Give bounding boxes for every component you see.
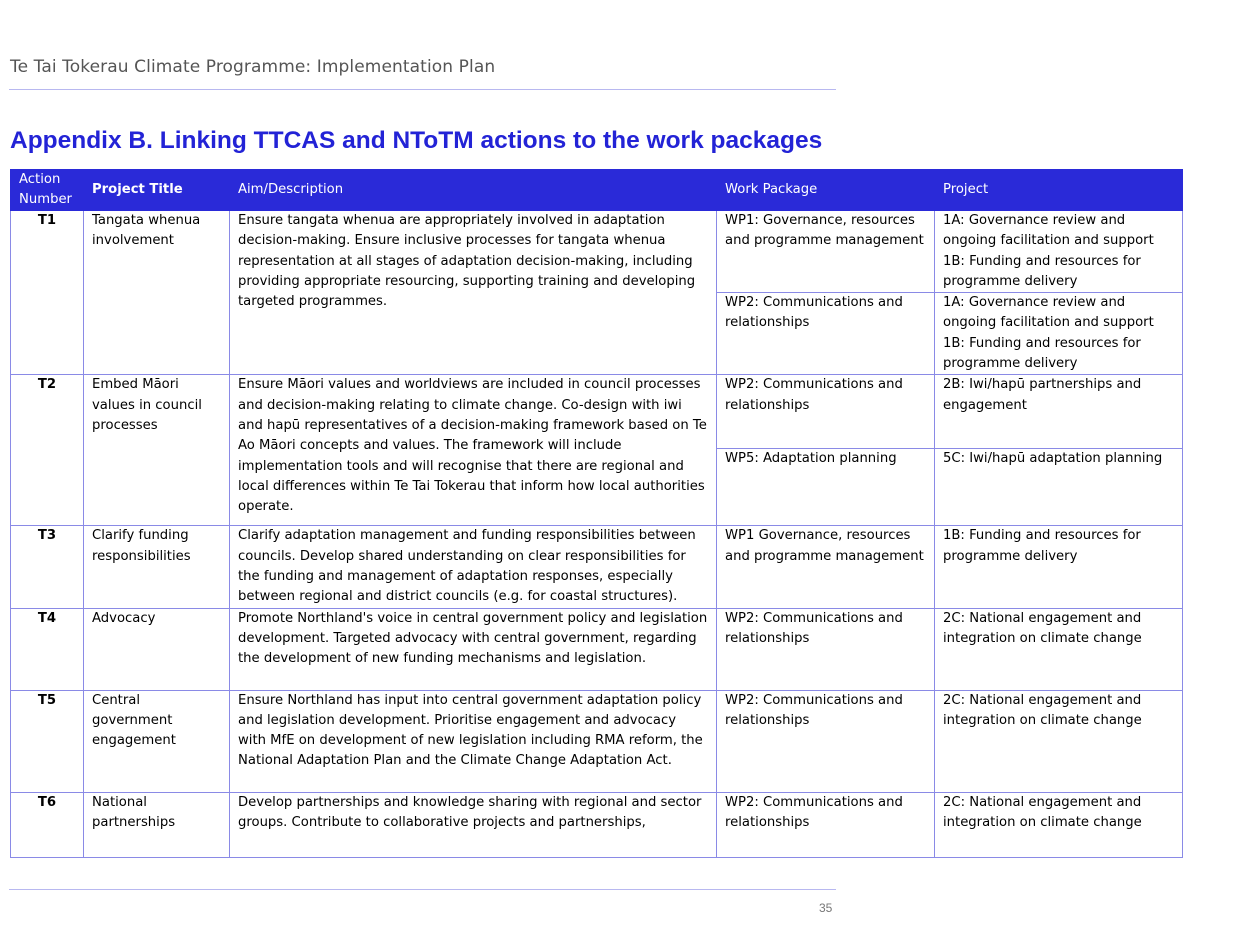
table-row [11, 792, 1183, 857]
action-number: T2 [11, 375, 84, 526]
table-row [11, 211, 1183, 293]
column-header-action-number: Action Number [11, 170, 84, 211]
action-number: T3 [11, 526, 84, 608]
table-row [11, 608, 1183, 690]
action-number: T1 [11, 211, 84, 375]
work-package: WP2: Communications and relationships [717, 375, 935, 449]
work-package: WP2: Communications and relationships [717, 690, 935, 792]
project-title: Tangata whenua involvement [84, 211, 230, 375]
project: 5C: Iwi/hapū adaptation planning [935, 449, 1183, 526]
work-package: WP1 Governance, resources and programme management [717, 526, 935, 608]
column-header-project: Project [935, 170, 1183, 211]
project-title: Clarify funding responsibilities [84, 526, 230, 608]
page-number: 35 [819, 901, 833, 915]
project-title: National partnerships [84, 792, 230, 857]
project-title: Embed Māori values in council processes [84, 375, 230, 526]
project: 2B: Iwi/hapū partnerships and engagement [935, 375, 1183, 449]
aim-description: Ensure Northland has input into central government adaptation policy and legislation development. Prioritise engagement and advocacy with MfE on development of new legislation including RMA reform, the National Adaptation Plan and the Climate Change Adaptation Act. [230, 690, 717, 792]
table-row [11, 526, 1183, 608]
project: 1A: Governance review and ongoing facilitation and support 1B: Funding and resources for programme delivery [935, 211, 1183, 293]
project: 1B: Funding and resources for programme delivery [935, 526, 1183, 608]
work-package: WP2: Communications and relationships [717, 792, 935, 857]
work-package: WP5: Adaptation planning [717, 449, 935, 526]
project: 1A: Governance review and ongoing facilitation and support 1B: Funding and resources for programme delivery [935, 293, 1183, 375]
work-package: WP2: Communications and relationships [717, 293, 935, 375]
column-header-aim-description: Aim/Description [230, 170, 717, 211]
work-package: WP2: Communications and relationships [717, 608, 935, 690]
column-header-project-title: Project Title [84, 170, 230, 211]
aim-description: Ensure tangata whenua are appropriately involved in adaptation decision-making. Ensure inclusive processes for tangata whenua representation at all stages of adaptation decision-making, including providing appropriate resourcing, supporting training and developing targeted programmes. [230, 211, 717, 375]
aim-description: Promote Northland's voice in central government policy and legislation development. Targeted advocacy with central government, regarding the development of new funding mechanisms and legislation. [230, 608, 717, 690]
project: 2C: National engagement and integration on climate change [935, 608, 1183, 690]
table-header-row [11, 170, 1183, 211]
aim-description: Clarify adaptation management and funding responsibilities between councils. Develop shared understanding on clear responsibilities for the funding and management of adaptation responses, especially between regional and district councils (e.g. for coastal structures). [230, 526, 717, 608]
footer-divider [9, 889, 836, 890]
appendix-heading: Appendix B. Linking TTCAS and NToTM actions to the work packages [10, 127, 823, 154]
header-divider [9, 89, 836, 90]
action-number: T4 [11, 608, 84, 690]
column-header-work-package: Work Package [717, 170, 935, 211]
table-row [11, 690, 1183, 792]
action-number: T6 [11, 792, 84, 857]
actions-table [10, 169, 1183, 858]
running-header: Te Tai Tokerau Climate Programme: Implementation Plan [10, 57, 496, 77]
action-number: T5 [11, 690, 84, 792]
work-package: WP1: Governance, resources and programme management [717, 211, 935, 293]
table-row [11, 375, 1183, 449]
aim-description: Develop partnerships and knowledge sharing with regional and sector groups. Contribute to collaborative projects and partnerships, [230, 792, 717, 857]
project-title: Advocacy [84, 608, 230, 690]
project-title: Central government engagement [84, 690, 230, 792]
project: 2C: National engagement and integration on climate change [935, 792, 1183, 857]
project: 2C: National engagement and integration on climate change [935, 690, 1183, 792]
aim-description: Ensure Māori values and worldviews are included in council processes and decision-making relating to climate change. Co-design with iwi and hapū representatives of a decision-making framework based on Te Ao Māori concepts and values. The framework will include implementation tools and will recognise that there are regional and local differences within Te Tai Tokerau that inform how local authorities operate. [230, 375, 717, 526]
